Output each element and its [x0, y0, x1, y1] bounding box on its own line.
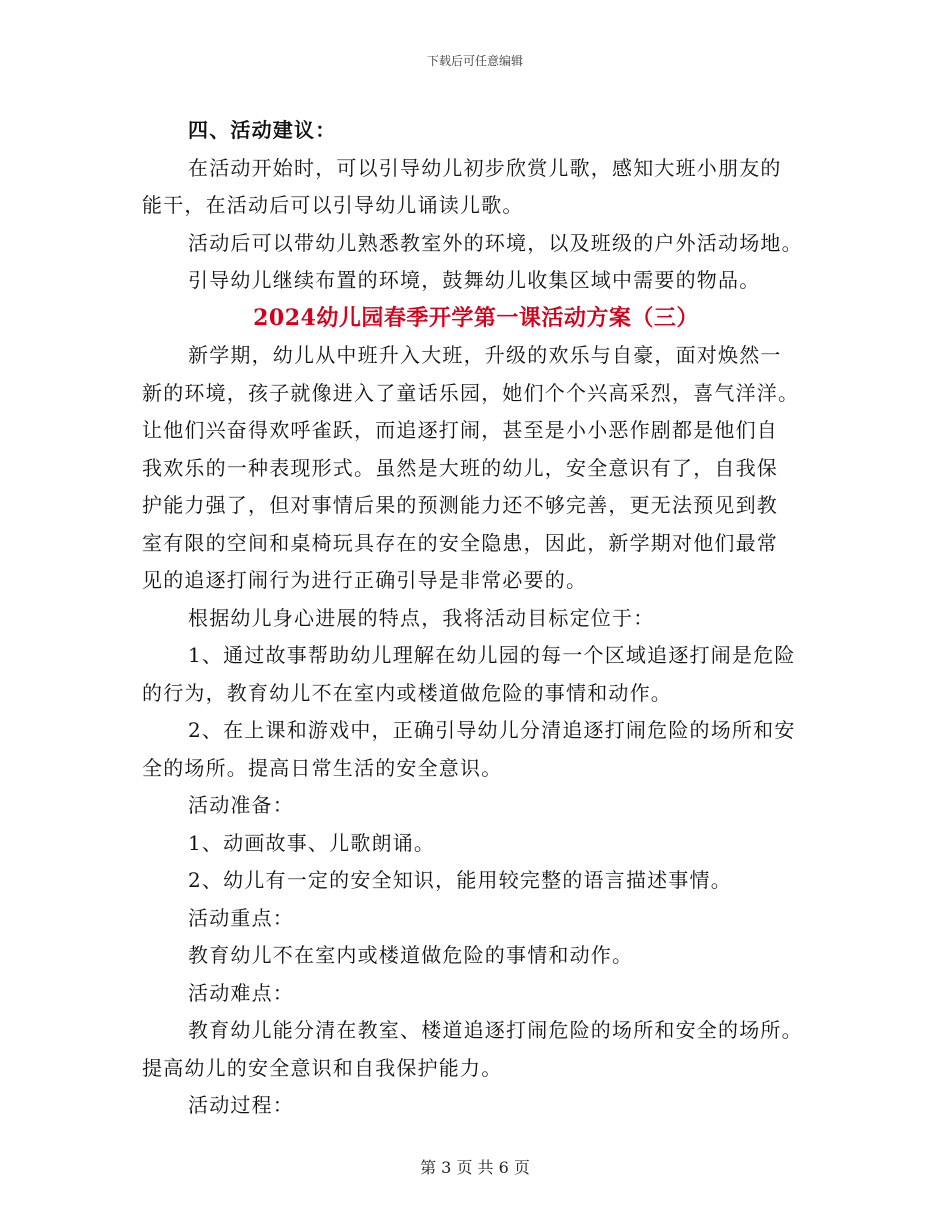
- section-heading: 四、活动建议：: [188, 118, 337, 142]
- page-footer: 第 3 页 共 6 页: [420, 1158, 530, 1177]
- paragraph-line: 能干，在活动后可以引导幼儿诵读儿歌。: [142, 193, 524, 217]
- paragraph-line: 全的场所。提高日常生活的安全意识。: [142, 755, 503, 780]
- paragraph-line: 新的环境，孩子就像进入了童话乐园，她们个个兴高采烈，喜气洋洋。: [142, 380, 800, 405]
- document-body: [142, 112, 810, 1125]
- paragraph-line: 教育幼儿能分清在教室、楼道追逐打闹危险的场所和安全的场所。: [188, 1018, 803, 1042]
- paragraph-line: 1、通过故事帮助幼儿理解在幼儿园的每一个区域追逐打闹是危险: [188, 643, 796, 667]
- paragraph-line: 1、动画故事、儿歌朗诵。: [188, 830, 436, 855]
- paragraph-line: 教育幼儿不在室内或楼道做危险的事情和动作。: [188, 943, 634, 967]
- paragraph-line: 室有限的空间和桌椅玩具存在的安全隐患，因此，新学期对他们最常: [142, 530, 778, 555]
- paragraph-line: 2、在上课和游戏中，正确引导幼儿分清追逐打闹危险的场所和安: [188, 718, 796, 742]
- paragraph-line: 根据幼儿身心进展的特点，我将活动目标定位于：: [188, 605, 655, 630]
- paragraph-line: 见的追逐打闹行为进行正确引导是非常必要的。: [142, 568, 588, 592]
- paragraph-line: 在活动开始时，可以引导幼儿初步欣赏儿歌，感知大班小朋友的: [188, 155, 782, 180]
- paragraph-line: 活动后可以带幼儿熟悉教室外的环境，以及班级的户外活动场地。: [188, 230, 803, 255]
- paragraph-line: 新学期，幼儿从中班升入大班，升级的欢乐与自豪，面对焕然一: [188, 343, 782, 367]
- subheading: 活动过程：: [188, 1093, 294, 1117]
- paragraph-line: 的行为，教育幼儿不在室内或楼道做危险的事情和动作。: [142, 680, 672, 705]
- document-title: 2024幼儿园春季开学第一课活动方案（三）: [253, 304, 699, 331]
- subheading: 活动准备：: [188, 793, 294, 817]
- paragraph-line: 2、幼儿有一定的安全知识，能用较完整的语言描述事情。: [188, 868, 732, 892]
- subheading: 活动难点：: [188, 980, 294, 1005]
- paragraph-line: 我欢乐的一种表现形式。虽然是大班的幼儿，安全意识有了，自我保: [142, 455, 778, 480]
- paragraph-line: 提高幼儿的安全意识和自我保护能力。: [142, 1055, 503, 1080]
- paragraph-line: 护能力强了，但对事情后果的预测能力还不够完善，更无法预见到教: [142, 493, 778, 517]
- paragraph-line: 引导幼儿继续布置的环境，鼓舞幼儿收集区域中需要的物品。: [188, 268, 761, 292]
- subheading: 活动重点：: [188, 905, 294, 930]
- page-header: 下载后可任意编辑: [426, 54, 523, 68]
- paragraph-line: 让他们兴奋得欢呼雀跃，而追逐打闹，甚至是小小恶作剧都是他们自: [142, 418, 778, 442]
